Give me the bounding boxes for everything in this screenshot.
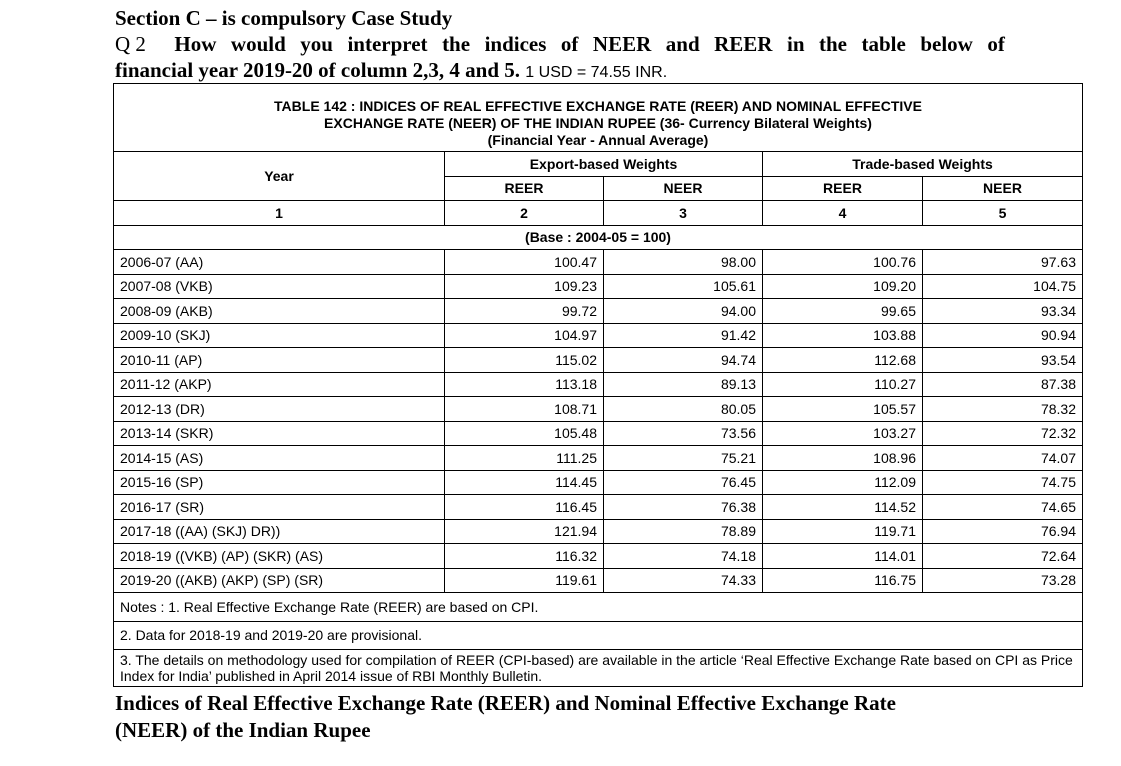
trade-reer-cell: 109.20 (763, 274, 923, 299)
question-number: Q 2 (115, 32, 146, 56)
export-reer-cell: 100.47 (445, 250, 604, 275)
export-neer-cell: 105.61 (604, 274, 763, 299)
trade-reer-cell: 112.68 (763, 348, 923, 373)
table-row (114, 274, 1083, 299)
trade-reer-cell: 103.88 (763, 323, 923, 348)
table-row (114, 495, 1083, 520)
trade-neer-header: NEER (923, 176, 1083, 201)
question-word: you (300, 32, 333, 56)
column-number-5: 5 (923, 201, 1083, 226)
export-neer-cell: 76.45 (604, 470, 763, 495)
table-row (114, 372, 1083, 397)
trade-reer-header: REER (763, 176, 923, 201)
table-row (114, 470, 1083, 495)
trade-reer-cell: 119.71 (763, 519, 923, 544)
column-number-2: 2 (445, 201, 604, 226)
export-reer-cell: 115.02 (445, 348, 604, 373)
year-cell: 2006-07 (AA) (114, 250, 445, 275)
question-word: NEER (592, 32, 652, 56)
table-row (114, 421, 1083, 446)
table-row (114, 568, 1083, 593)
year-cell: 2007-08 (VKB) (114, 274, 445, 299)
question-word: How (174, 32, 217, 56)
year-cell: 2010-11 (AP) (114, 348, 445, 373)
table-note-2: 2. Data for 2018-19 and 2019-20 are provisional. (114, 621, 1083, 650)
table-row (114, 519, 1083, 544)
year-cell: 2009-10 (SKJ) (114, 323, 445, 348)
export-reer-header: REER (445, 176, 604, 201)
trade-neer-cell: 78.32 (923, 397, 1083, 422)
export-reer-cell: 99.72 (445, 299, 604, 324)
year-cell: 2015-16 (SP) (114, 470, 445, 495)
export-neer-cell: 94.74 (604, 348, 763, 373)
export-neer-header: NEER (604, 176, 763, 201)
export-neer-cell: 75.21 (604, 446, 763, 471)
export-neer-cell: 98.00 (604, 250, 763, 275)
question-word: of (987, 32, 1005, 56)
export-neer-cell: 73.56 (604, 421, 763, 446)
export-reer-cell: 109.23 (445, 274, 604, 299)
export-reer-cell: 105.48 (445, 421, 604, 446)
trade-neer-cell: 72.64 (923, 544, 1083, 569)
export-reer-cell: 111.25 (445, 446, 604, 471)
export-reer-cell: 119.61 (445, 568, 604, 593)
table-row (114, 544, 1083, 569)
question-line-1 (115, 31, 1005, 57)
table-title-line-1: TABLE 142 : INDICES OF REAL EFFECTIVE EXCHANGE RATE (REER) AND NOMINAL EFFECTIVE (274, 98, 922, 114)
section-heading: Section C – is compulsory Case Study (115, 6, 453, 30)
base-label: (Base : 2004-05 = 100) (114, 225, 1083, 250)
year-cell: 2019-20 ((AKB) (AKP) (SP) (SR) (114, 568, 445, 593)
table-row (114, 446, 1083, 471)
export-reer-cell: 113.18 (445, 372, 604, 397)
export-neer-cell: 74.18 (604, 544, 763, 569)
question-text: financial year 2019-20 of column 2,3, 4 and 5. (115, 58, 521, 82)
export-reer-cell: 108.71 (445, 397, 604, 422)
exchange-rate-note: 1 USD = 74.55 INR. (525, 64, 668, 81)
table-note-1: Notes : 1. Real Effective Exchange Rate (REER) are based on CPI. (114, 593, 1083, 622)
trade-reer-cell: 105.57 (763, 397, 923, 422)
export-neer-cell: 80.05 (604, 397, 763, 422)
figure-caption (115, 690, 1015, 744)
table-row (114, 250, 1083, 275)
trade-neer-cell: 87.38 (923, 372, 1083, 397)
trade-reer-cell: 112.09 (763, 470, 923, 495)
export-reer-cell: 116.32 (445, 544, 604, 569)
export-neer-cell: 89.13 (604, 372, 763, 397)
reer-neer-table-container (113, 83, 1082, 687)
year-cell: 2017-18 ((AA) (SKJ) DR)) (114, 519, 445, 544)
export-reer-cell: 121.94 (445, 519, 604, 544)
question-line-2 (115, 57, 1005, 86)
export-reer-cell: 104.97 (445, 323, 604, 348)
trade-neer-cell: 93.34 (923, 299, 1083, 324)
trade-neer-cell: 104.75 (923, 274, 1083, 299)
year-cell: 2016-17 (SR) (114, 495, 445, 520)
figure-caption-line-2: (NEER) of the Indian Rupee (115, 718, 371, 742)
column-number-1: 1 (114, 201, 445, 226)
table-row (114, 397, 1083, 422)
question-word: interpret (347, 32, 428, 56)
trade-neer-cell: 72.32 (923, 421, 1083, 446)
trade-reer-cell: 99.65 (763, 299, 923, 324)
figure-caption-line-1: Indices of Real Effective Exchange Rate (REER) and Nominal Effective Exchange Rate (115, 691, 896, 715)
table-note-3: 3. The details on methodology used for compilation of REER (CPI-based) are available in the article ‘Real Effective Exchange Rate based on CPI as Price Index for India’ published in April 2014 issue of RBI Monthly Bulletin. (114, 650, 1083, 687)
trade-weights-header: Trade-based Weights (763, 152, 1083, 177)
question-word: the (442, 32, 471, 56)
year-header: Year (114, 152, 445, 201)
trade-reer-cell: 100.76 (763, 250, 923, 275)
table-title-line-3: (Financial Year - Annual Average) (487, 132, 709, 148)
year-cell: 2013-14 (SKR) (114, 421, 445, 446)
trade-neer-cell: 76.94 (923, 519, 1083, 544)
trade-neer-cell: 97.63 (923, 250, 1083, 275)
year-cell: 2011-12 (AKP) (114, 372, 445, 397)
export-neer-cell: 76.38 (604, 495, 763, 520)
table-title (114, 84, 1083, 152)
year-cell: 2008-09 (AKB) (114, 299, 445, 324)
question-word: would (230, 32, 286, 56)
question-word: in (786, 32, 805, 56)
column-number-4: 4 (763, 201, 923, 226)
table-row (114, 299, 1083, 324)
question-word: REER (714, 32, 773, 56)
question-word: the (819, 32, 847, 56)
column-number-3: 3 (604, 201, 763, 226)
question-word: table (861, 32, 906, 56)
table-row (114, 348, 1083, 373)
year-cell: 2014-15 (AS) (114, 446, 445, 471)
trade-neer-cell: 74.75 (923, 470, 1083, 495)
question-word: indices (484, 32, 547, 56)
trade-reer-cell: 110.27 (763, 372, 923, 397)
table-row (114, 323, 1083, 348)
export-weights-header: Export-based Weights (445, 152, 763, 177)
trade-neer-cell: 93.54 (923, 348, 1083, 373)
export-neer-cell: 78.89 (604, 519, 763, 544)
export-neer-cell: 91.42 (604, 323, 763, 348)
question-heading (115, 5, 1005, 86)
trade-reer-cell: 103.27 (763, 421, 923, 446)
trade-neer-cell: 73.28 (923, 568, 1083, 593)
export-reer-cell: 114.45 (445, 470, 604, 495)
question-word: below (920, 32, 973, 56)
export-reer-cell: 116.45 (445, 495, 604, 520)
trade-reer-cell: 108.96 (763, 446, 923, 471)
export-neer-cell: 94.00 (604, 299, 763, 324)
trade-reer-cell: 114.52 (763, 495, 923, 520)
table-title-line-2: EXCHANGE RATE (NEER) OF THE INDIAN RUPEE (36- Currency Bilateral Weights) (324, 115, 872, 131)
trade-neer-cell: 90.94 (923, 323, 1083, 348)
question-word: and (665, 32, 700, 56)
reer-neer-table (113, 83, 1083, 687)
question-word: of (560, 32, 579, 56)
year-cell: 2012-13 (DR) (114, 397, 445, 422)
trade-neer-cell: 74.65 (923, 495, 1083, 520)
trade-reer-cell: 116.75 (763, 568, 923, 593)
trade-neer-cell: 74.07 (923, 446, 1083, 471)
year-cell: 2018-19 ((VKB) (AP) (SKR) (AS) (114, 544, 445, 569)
export-neer-cell: 74.33 (604, 568, 763, 593)
trade-reer-cell: 114.01 (763, 544, 923, 569)
